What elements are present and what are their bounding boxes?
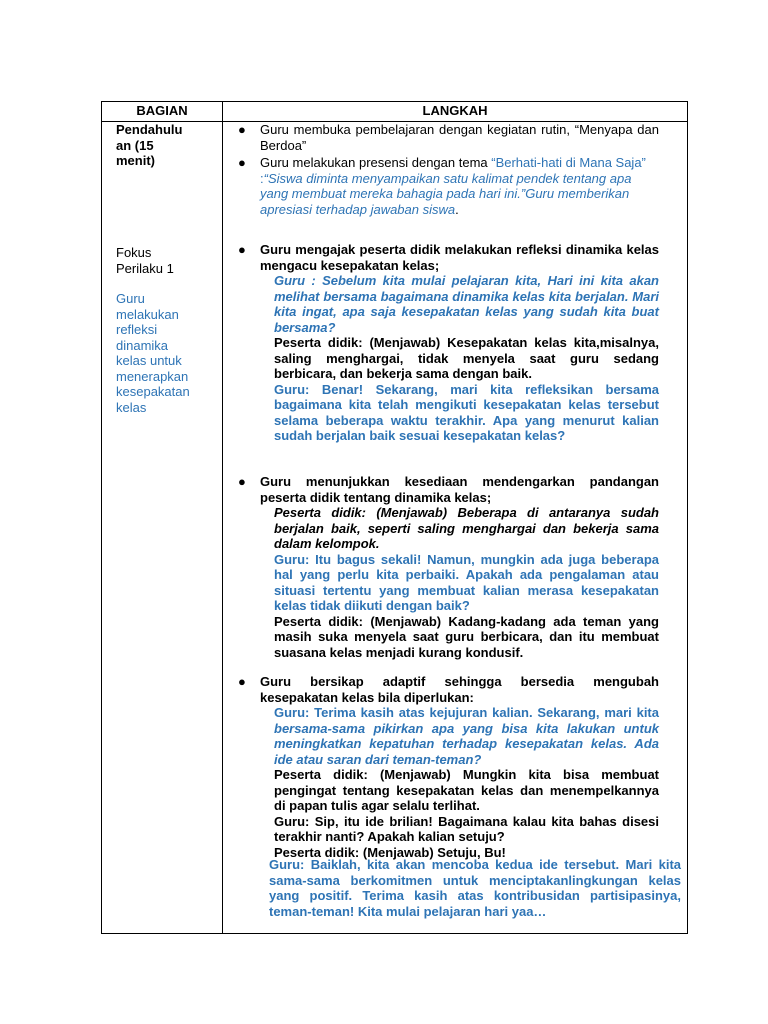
list-item: ● Guru bersikap adaptif sehingga bersedia mengubah kesepakatan kelas bila diperlukan:	[238, 674, 659, 705]
dialog-siswa: Peserta didik: (Menjawab) Beberapa di antaranya sudah berjalan baik, seperti saling menghargai dan bekerja sama dalam kelompok.	[274, 505, 659, 551]
bullet-dot-icon: ●	[238, 122, 246, 137]
list-item: ● Guru melakukan presensi dengan tema “Berhati-hati di Mana Saja” :“Siswa diminta menyampaikan satu kalimat pendek tentang apa yang membuat mereka bahagia pada hari ini.”Guru memberikan apresiasi terhadap jawaban siswa.	[238, 155, 646, 217]
dialog-guru: Guru : Sebelum kita mulai pelajaran kita, Hari ini kita akan melihat bersama bagaimana dinamika kelas kita berjalan. Mari kita ingat, apa saja kesepakatan kelas yang sudah kita buat bersama?	[274, 273, 659, 335]
dialog-siswa: Peserta didik: (Menjawab) Kadang-kadang ada teman yang masih suka menyela saat guru berbicara, dan itu membuat suasana kelas menjadi kurang kondusif.	[274, 613, 659, 660]
dialog-guru: Guru: Benar! Sekarang, mari kita refleksikan bersama bagaimana kita telah mengikuti kesepakatan kelas tersebut selama beberapa waktu terakhir. Apa yang menurut kalian sudah berjalan baik sesuai kesepakatan kelas?	[274, 381, 659, 443]
refleksi-block	[233, 242, 659, 444]
dialog-guru: Guru: Sip, itu ide brilian! Bagaimana kalau kita bahas disesi terakhir nanti? Apakah kalian setuju?	[274, 813, 659, 844]
lesson-steps-table	[101, 101, 688, 934]
bullet-dot-icon: ●	[238, 242, 246, 257]
header-bagian: BAGIAN	[136, 103, 188, 118]
adaptif-block	[233, 674, 659, 860]
dialog-siswa: Peserta didik: (Menjawab) Kesepakatan kelas kita,misalnya, saling menghargai, tidak menyela saat guru sedang berbicara, dan bekerja sama dengan baik.	[274, 335, 659, 381]
dialog-siswa: Peserta didik: (Menjawab) Setuju, Bu!	[274, 844, 506, 860]
dialog-guru: Guru: Itu bagus sekali! Namun, mungkin ada juga beberapa hal yang perlu kita perbaiki. Apakah ada pengalaman atau situasi tertentu yang membuat kalian merasa kesepakatan kelas tidak diikuti dengan baik?	[274, 551, 659, 613]
mendengarkan-block	[233, 474, 659, 660]
bullet-dot-icon: ●	[238, 474, 246, 489]
column-divider	[222, 102, 223, 933]
dialog-guru: Guru: Terima kasih atas kejujuran kalian. Sekarang, mari kita bersama-sama pikirkan apa yang bisa kita lakukan untuk meningkatkan kepatuhan terhadap kesepakatan kelas. Ada ide atau saran dari teman-teman?	[274, 705, 659, 767]
dialog-guru-closing: Guru: Baiklah, kita akan mencoba kedua ide tersebut. Mari kita sama-sama berkomitmen untuk menciptakanlingkungan kelas yang positif. Terima kasih atas kontribusidan partisipasinya, teman-teman! Kita mulai pelajaran hari yaa…	[269, 857, 681, 919]
pendahuluan-label: Pendahulu an (15 menit)	[116, 122, 183, 168]
fokus-description: Guru melakukan refleksi dinamika kelas untuk menerapkan kesepakatan kelas	[116, 291, 190, 415]
dialog-siswa: Peserta didik: (Menjawab) Mungkin kita bisa membuat pengingat tentang kesepakatan kelas dan menempelkannya di papan tulis agar selalu terlihat.	[274, 767, 659, 813]
fokus-title: Fokus Perilaku 1	[116, 245, 174, 276]
list-item: ● Guru menunjukkan kesediaan mendengarkan pandangan peserta didik tentang dinamika kelas;	[238, 474, 659, 505]
header-langkah: LANGKAH	[422, 103, 488, 118]
bullet-dot-icon: ●	[238, 674, 246, 689]
list-item: ● Guru mengajak peserta didik melakukan refleksi dinamika kelas mengacu kesepakatan kelas;	[238, 242, 659, 273]
bullet-dot-icon: ●	[238, 155, 246, 170]
list-item: ● Guru membuka pembelajaran dengan kegiatan rutin, “Menyapa dan Berdoa”	[238, 122, 659, 153]
pendahuluan-steps	[233, 122, 659, 217]
